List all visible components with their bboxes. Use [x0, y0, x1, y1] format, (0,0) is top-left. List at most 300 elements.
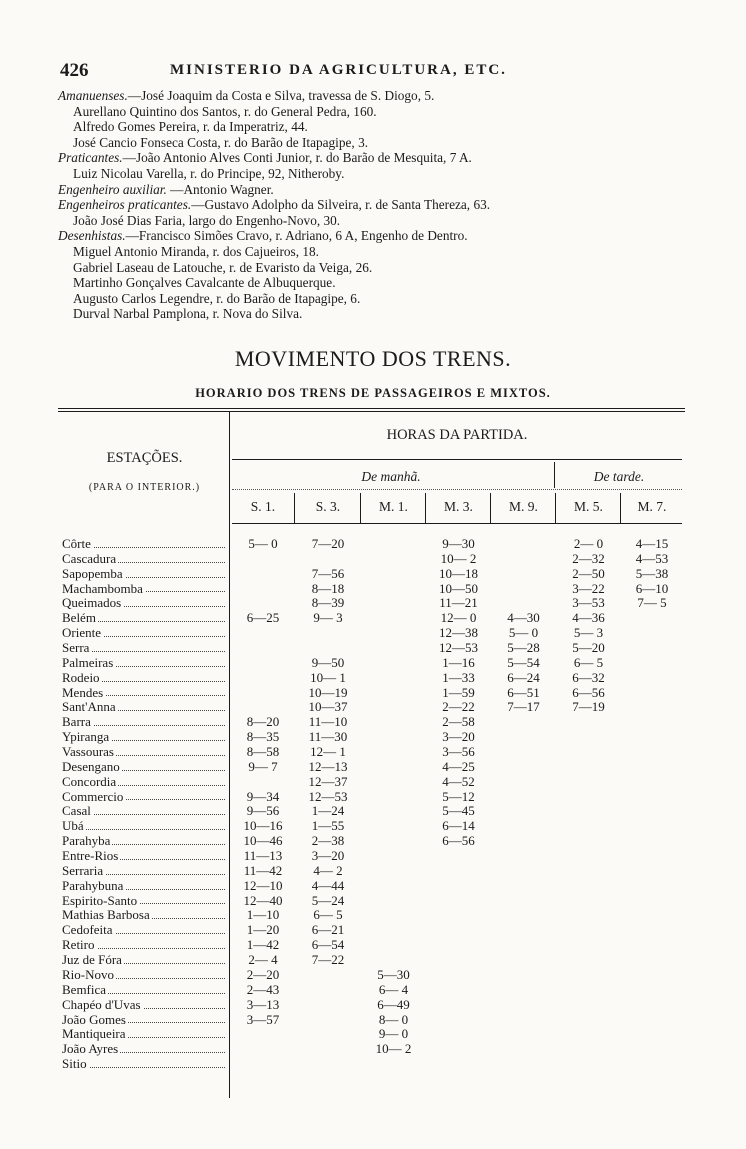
time-cell: 9— 0	[378, 1026, 409, 1042]
time-cell	[362, 775, 425, 790]
station-name: Queimados	[62, 596, 122, 611]
station-name: Desengano	[62, 759, 120, 774]
station-name: Sapopemba	[62, 566, 123, 581]
time-cell	[362, 745, 425, 760]
time-cell: 1—59	[442, 684, 475, 700]
time-cell: 4—53	[635, 550, 669, 566]
station-name: Côrte	[62, 537, 91, 551]
column-header-s3: S. 3.	[315, 499, 341, 514]
time-cell	[427, 1057, 490, 1072]
station-row	[62, 864, 227, 879]
station-name: Vassouras	[62, 745, 114, 760]
column-divider	[425, 493, 426, 523]
time-cell	[492, 775, 555, 790]
time-cell	[622, 611, 682, 626]
time-cell: 10— 1	[310, 669, 346, 685]
station-name: Mathias Barbosa	[62, 908, 150, 923]
time-cell	[427, 923, 490, 938]
time-cell	[362, 864, 425, 879]
time-cell: 12—10	[243, 877, 283, 893]
staff-line	[58, 182, 698, 198]
station-row	[62, 552, 227, 567]
station-name: Casal	[62, 804, 91, 819]
time-cell: 5— 0	[248, 536, 278, 551]
time-cell	[622, 1042, 682, 1057]
time-cell	[492, 968, 555, 983]
time-cell	[232, 656, 294, 671]
station-row	[62, 626, 227, 641]
station-row	[62, 611, 227, 626]
time-cell	[362, 715, 425, 730]
station-name: Sant'Anna	[62, 700, 116, 715]
time-column-m7	[622, 537, 682, 1072]
time-cell	[622, 656, 682, 671]
time-cell	[232, 626, 294, 641]
time-cell: 10—37	[308, 699, 348, 715]
station-name: Rodeio	[62, 670, 100, 685]
time-cell: 8— 0	[378, 1011, 409, 1027]
time-column-m5	[557, 537, 620, 1072]
page-number: 426	[60, 60, 89, 81]
time-cell: 7—22	[311, 952, 345, 968]
time-cell	[362, 849, 425, 864]
staff-role: Amanuenses.	[58, 88, 128, 103]
time-cell: 11—30	[308, 729, 348, 745]
time-cell: 6—54	[311, 937, 345, 953]
time-cell	[557, 953, 620, 968]
time-cell	[492, 953, 555, 968]
time-cell	[557, 790, 620, 805]
time-cell	[557, 864, 620, 879]
station-name: Serraria	[62, 863, 104, 878]
time-cell	[557, 1027, 620, 1042]
time-cell	[622, 641, 682, 656]
time-cell	[232, 700, 294, 715]
time-cell	[557, 775, 620, 790]
time-cell	[622, 686, 682, 701]
time-cell: 10— 2	[375, 1041, 412, 1057]
time-cell: 12—37	[308, 773, 348, 789]
station-row	[62, 567, 227, 582]
time-cell	[362, 641, 425, 656]
time-cell	[557, 1057, 620, 1072]
column-header-m9: M. 9.	[509, 499, 538, 514]
time-cell	[427, 938, 490, 953]
time-cell	[232, 775, 294, 790]
time-cell: 1—33	[442, 669, 475, 685]
time-cell: 5— 3	[573, 625, 604, 641]
time-cell: 3—53	[572, 595, 605, 611]
station-row	[62, 641, 227, 656]
time-cell: 5—30	[377, 966, 410, 982]
time-cell	[557, 908, 620, 923]
time-cell: 12— 1	[310, 744, 346, 760]
time-cell	[622, 864, 682, 879]
staff-line	[58, 244, 698, 260]
staff-text: Luiz Nicolau Varella, r. do Principe, 92, Nitheroby.	[73, 165, 345, 181]
time-cell	[427, 968, 490, 983]
time-cell	[492, 596, 555, 611]
time-cell	[557, 938, 620, 953]
time-cell: 4—30	[507, 610, 540, 626]
time-cell	[622, 923, 682, 938]
time-column-s1	[232, 537, 294, 1072]
time-cell	[427, 908, 490, 923]
staff-text: Alfredo Gomes Pereira, r. da Imperatriz, 44.	[73, 119, 308, 135]
time-cell	[362, 760, 425, 775]
time-cell	[622, 879, 682, 894]
time-cell: 5—54	[507, 654, 540, 670]
time-cell: 6—24	[507, 669, 540, 685]
time-cell: 10—16	[243, 818, 283, 834]
time-cell	[557, 730, 620, 745]
time-cell: 10—18	[439, 565, 478, 581]
time-cell	[427, 1042, 490, 1057]
time-cell	[362, 879, 425, 894]
time-cell: 11—42	[243, 862, 283, 878]
time-cell: 3—22	[572, 580, 605, 596]
staff-text: —Gustavo Adolpho da Silveira, r. de Santa Thereza, 63.	[191, 197, 491, 213]
station-name: Machambomba	[62, 581, 143, 596]
time-cell: 5—24	[311, 892, 345, 908]
station-name: Barra	[62, 715, 91, 730]
time-cell	[557, 1013, 620, 1028]
time-cell: 6— 5	[573, 654, 604, 670]
time-cell	[622, 745, 682, 760]
time-cell	[492, 998, 555, 1013]
time-cell	[492, 730, 555, 745]
staff-text: —João Antonio Alves Conti Junior, r. do Barão de Mesquita, 7 A.	[122, 150, 472, 166]
time-cell: 10—46	[243, 833, 283, 849]
staff-text: José Cancio Fonseca Costa, r. do Barão de Itapagipe, 3.	[73, 134, 369, 150]
time-cell	[492, 908, 555, 923]
time-cell: 12—40	[243, 892, 283, 908]
staff-line	[58, 213, 698, 229]
time-cell	[622, 760, 682, 775]
time-cell	[622, 953, 682, 968]
time-cell: 10—19	[308, 684, 348, 700]
time-cell: 6—51	[507, 684, 540, 700]
time-cell: 5—45	[442, 803, 475, 819]
station-row	[62, 998, 227, 1013]
station-name: Commercio	[62, 789, 124, 804]
time-cell: 9— 3	[313, 610, 343, 626]
time-cell	[622, 730, 682, 745]
time-cell: 5—12	[442, 788, 475, 804]
running-title: MINISTERIO DA AGRICULTURA, ETC.	[170, 62, 507, 78]
time-cell	[492, 537, 555, 552]
time-cell: 1—42	[246, 937, 280, 953]
staff-text: —José Joaquim da Costa e Silva, travessa de S. Diogo, 5.	[127, 88, 435, 103]
station-name: Retiro	[62, 938, 95, 953]
time-cell: 7—56	[311, 565, 345, 581]
time-cell	[362, 908, 425, 923]
time-cell: 6—14	[442, 818, 475, 834]
column-divider	[360, 493, 361, 523]
time-cell: 3—57	[246, 1011, 280, 1027]
time-cell: 12—38	[439, 625, 478, 641]
table-top-rule	[58, 408, 685, 409]
time-cell	[427, 879, 490, 894]
time-column-m3	[427, 537, 490, 1072]
time-cell	[427, 864, 490, 879]
station-name: Ubá	[62, 819, 84, 834]
time-cell: 4—25	[442, 758, 475, 774]
time-cell	[232, 686, 294, 701]
time-cell	[232, 596, 294, 611]
staff-role: Engenheiros praticantes.	[58, 197, 192, 213]
time-cell	[622, 938, 682, 953]
time-cell: 9—30	[442, 536, 475, 551]
time-cell	[622, 804, 682, 819]
time-cell	[622, 1027, 682, 1042]
staff-text: João José Dias Faria, largo do Engenho-Novo, 30.	[73, 212, 341, 228]
time-cell	[557, 849, 620, 864]
staff-line	[58, 150, 698, 166]
column-header-rule	[232, 523, 682, 524]
time-cell: 10— 2	[440, 550, 477, 566]
time-cell	[232, 641, 294, 656]
station-row	[62, 834, 227, 849]
time-cell: 11—10	[308, 714, 348, 730]
time-cell: 5—20	[572, 640, 605, 656]
time-cell	[362, 626, 425, 641]
station-row	[62, 686, 227, 701]
time-cell	[232, 1027, 294, 1042]
staff-line	[58, 260, 698, 276]
time-cell: 5— 0	[508, 625, 539, 641]
time-cell	[622, 626, 682, 641]
staff-line	[58, 119, 698, 135]
station-name: Sitio	[62, 1057, 87, 1072]
period-divider	[554, 462, 555, 488]
staff-line	[58, 291, 698, 307]
time-cell	[492, 849, 555, 864]
time-cell	[362, 730, 425, 745]
time-cell	[557, 745, 620, 760]
column-divider	[620, 493, 621, 523]
station-name: Belém	[62, 611, 96, 626]
staff-role: Praticantes.	[58, 150, 123, 166]
station-name: Parahybuna	[62, 878, 124, 893]
time-cell	[427, 998, 490, 1013]
time-cell	[557, 983, 620, 998]
time-column-m1	[362, 537, 425, 1072]
station-name: Serra	[62, 641, 90, 656]
station-name: Mantiqueira	[62, 1027, 126, 1042]
time-cell: 7—17	[507, 699, 540, 715]
time-cell	[492, 894, 555, 909]
time-cell	[296, 1057, 360, 1072]
time-cell	[492, 745, 555, 760]
time-cell	[492, 834, 555, 849]
station-row	[62, 849, 227, 864]
time-cell	[622, 968, 682, 983]
staff-line	[58, 306, 698, 322]
time-cell: 10—50	[439, 580, 478, 596]
time-cell: 7—19	[572, 699, 605, 715]
time-cell	[362, 819, 425, 834]
time-cell: 5—28	[507, 640, 540, 656]
time-cell: 6—25	[246, 610, 280, 626]
time-cell	[557, 968, 620, 983]
column-header-m7: M. 7.	[637, 499, 667, 514]
time-cell: 11—13	[243, 848, 283, 864]
station-row	[62, 760, 227, 775]
station-name: Cedofeita	[62, 923, 113, 938]
time-cell	[362, 923, 425, 938]
staff-line	[58, 275, 698, 291]
station-name: Ypiranga	[62, 730, 110, 745]
station-row	[62, 923, 227, 938]
time-cell	[296, 641, 360, 656]
period-rule	[232, 489, 682, 490]
time-cell: 6—56	[572, 684, 605, 700]
time-cell: 12— 0	[440, 610, 477, 626]
column-divider	[294, 493, 295, 523]
stations-header: ESTAÇÕES.	[106, 450, 183, 466]
table-top-rule-double	[58, 411, 685, 412]
hours-rule	[232, 459, 682, 460]
time-cell	[492, 879, 555, 894]
time-cell: 4—36	[572, 610, 605, 626]
time-cell	[492, 1042, 555, 1057]
time-cell	[622, 998, 682, 1013]
time-cell: 3—20	[311, 848, 345, 864]
staff-list	[58, 88, 698, 322]
time-cell	[622, 1013, 682, 1028]
time-cell	[622, 700, 682, 715]
time-cell	[296, 552, 360, 567]
column-header-m1: M. 1.	[379, 499, 408, 514]
time-cell	[362, 656, 425, 671]
time-cell	[296, 1027, 360, 1042]
time-cell: 8—18	[311, 580, 345, 596]
time-cell: 1—10	[246, 907, 280, 923]
time-cell: 1—24	[311, 803, 345, 819]
staff-text: —Francisco Simões Cravo, r. Adriano, 6 A, Engenho de Dentro.	[125, 228, 468, 244]
time-cell	[362, 582, 425, 597]
staff-role: Engenheiro auxiliar.	[58, 181, 167, 197]
time-cell	[492, 938, 555, 953]
time-cell	[296, 998, 360, 1013]
time-cell	[427, 1013, 490, 1028]
staff-text: Martinho Gonçalves Cavalcante de Albuquerque.	[73, 275, 336, 291]
time-cell	[427, 849, 490, 864]
column-header-m3: M. 3.	[444, 499, 473, 514]
station-row	[62, 1013, 227, 1028]
time-cell	[232, 1042, 294, 1057]
time-cell: 6—21	[311, 922, 345, 938]
station-row	[62, 953, 227, 968]
time-cell	[622, 834, 682, 849]
time-cell: 2—20	[246, 966, 280, 982]
morning-label: De manhã.	[361, 469, 421, 484]
station-row	[62, 894, 227, 909]
time-cell: 6— 5	[313, 907, 343, 923]
time-cell: 9—50	[311, 654, 345, 670]
time-cell	[296, 1042, 360, 1057]
staff-line	[58, 88, 698, 104]
time-cell	[362, 790, 425, 805]
time-cell	[557, 834, 620, 849]
time-cell	[362, 567, 425, 582]
time-cell	[232, 552, 294, 567]
page-header	[60, 60, 700, 84]
time-cell: 6—49	[377, 996, 410, 1012]
time-cell	[622, 908, 682, 923]
station-row	[62, 537, 227, 552]
hours-header: HORAS DA PARTIDA.	[386, 427, 528, 443]
time-cell: 6—56	[442, 833, 475, 849]
time-cell	[492, 760, 555, 775]
station-row	[62, 656, 227, 671]
time-cell	[362, 1057, 425, 1072]
time-cell	[492, 864, 555, 879]
staff-text: Aurellano Quintino dos Santos, r. do General Pedra, 160.	[73, 103, 377, 119]
staff-line	[58, 135, 698, 151]
time-cell: 12—13	[308, 758, 348, 774]
station-row	[62, 1057, 227, 1072]
time-cell: 3—13	[246, 996, 280, 1012]
station-name: Chapéo d'Uvas	[62, 997, 141, 1012]
time-cell: 2—50	[572, 565, 605, 581]
time-cell	[622, 715, 682, 730]
time-cell	[622, 849, 682, 864]
time-cell	[232, 1057, 294, 1072]
time-cell	[622, 790, 682, 805]
station-name: Parahyba	[62, 834, 111, 849]
station-name: João Gomes	[62, 1012, 126, 1027]
time-cell	[492, 983, 555, 998]
time-cell: 6—32	[572, 669, 605, 685]
time-cell: 9—34	[246, 788, 280, 804]
time-cell	[296, 983, 360, 998]
time-cell	[492, 1057, 555, 1072]
station-row	[62, 775, 227, 790]
time-cell: 8—20	[246, 714, 280, 730]
station-row	[62, 596, 227, 611]
station-name: Mendes	[62, 685, 104, 700]
time-cell	[557, 998, 620, 1013]
time-cell	[557, 894, 620, 909]
time-cell: 12—53	[439, 640, 478, 656]
station-name: Oriente	[62, 626, 101, 641]
station-row	[62, 983, 227, 998]
staff-role: Desenhistas.	[58, 228, 126, 244]
time-cell	[492, 804, 555, 819]
time-cell: 1—20	[246, 922, 280, 938]
station-row	[62, 908, 227, 923]
staff-text: Gabriel Laseau de Latouche, r. de Evaristo da Veiga, 26.	[73, 259, 373, 275]
time-cell: 2—22	[442, 699, 475, 715]
time-cell: 6— 4	[378, 981, 409, 997]
staff-line	[58, 104, 698, 120]
time-cell	[492, 582, 555, 597]
station-row	[62, 804, 227, 819]
staff-text: Miguel Antonio Miranda, r. dos Cajueiros, 18.	[73, 243, 319, 259]
afternoon-label: De tarde.	[593, 469, 645, 484]
station-row	[62, 700, 227, 715]
time-cell	[296, 1013, 360, 1028]
time-cell: 8—39	[311, 595, 345, 611]
time-cell	[362, 804, 425, 819]
station-list	[62, 537, 227, 1072]
time-cell: 1—55	[311, 818, 345, 834]
staff-text: Augusto Carlos Legendre, r. do Barão de Itapagipe, 6.	[73, 290, 361, 306]
time-cell: 4—44	[311, 877, 345, 893]
time-cell	[492, 923, 555, 938]
